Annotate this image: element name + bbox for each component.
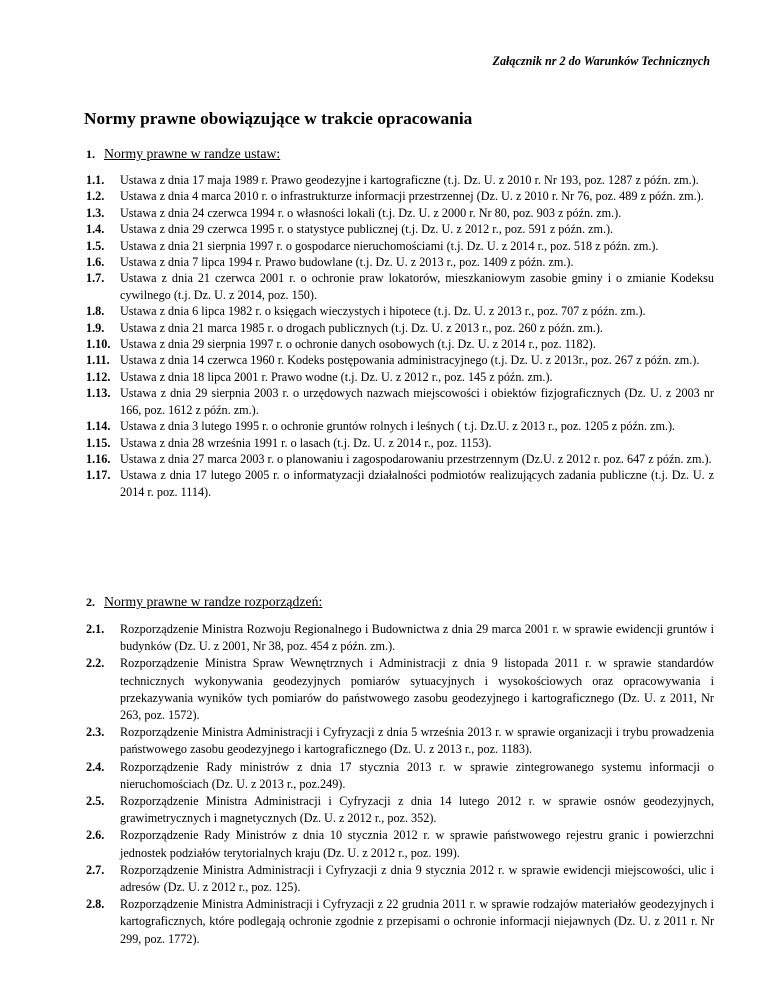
- page-title: Normy prawne obowiązujące w trakcie opracowania: [84, 109, 473, 128]
- list-item: [86, 369, 714, 385]
- item-text: Ustawa z dnia 21 marca 1985 r. o drogach publicznych (t.j. Dz. U. z 2013 r., poz. 260 z późn. zm.).: [120, 320, 603, 335]
- item-text: Ustawa z dnia 6 lipca 1982 r. o księgach wieczystych i hipotece (t.j. Dz. U. z 2013 r., poz. 707 z późn. zm.).: [120, 304, 646, 319]
- item-number: 1.9.: [86, 320, 105, 335]
- list-item: [86, 221, 714, 237]
- list-item: [86, 827, 714, 861]
- list-item: [86, 205, 714, 221]
- item-text: Rozporządzenie Ministra Administracji i Cyfryzacji z 22 grudnia 2011 r. w sprawie rodzajów materiałów geodezyjnych i kartograficznych, które podlegają ochronie zgodnie z przepisami o ochronie informacji niejawnych (Dz. U. z 2011 r. Nr 299, poz. 1772).: [120, 897, 714, 946]
- item-text: Ustawa z dnia 29 sierpnia 1997 r. o ochronie danych osobowych (t.j. Dz. U. z 2014 r., poz. 1182).: [120, 337, 596, 352]
- item-number: 1.3.: [86, 205, 105, 220]
- list-item: [86, 862, 714, 896]
- item-number: 1.14.: [86, 419, 111, 434]
- item-text: Ustawa z dnia 27 marca 2003 r. o planowaniu i zagospodarowaniu przestrzennym (Dz.U. z 2012 r. poz. 647 z późn. zm.).: [120, 451, 712, 466]
- item-number: 1.15.: [86, 435, 111, 450]
- item-text: Rozporządzenie Ministra Spraw Wewnętrznych i Administracji z dnia 9 listopada 2011 r. w sprawie standardów technicznych wykonywania geodezyjnych pomiarów sytuacyjnych i wysokościowych oraz opracowywania i przekazywania wyników tych pomiarów do państwowego zasobu geodezyjnego i kartograficznego (Dz. U. z 2011, Nr 263, poz. 1572).: [120, 656, 714, 723]
- section-label: Normy prawne w randze ustaw:: [104, 146, 281, 161]
- item-text: Rozporządzenie Ministra Rozwoju Regionalnego i Budownictwa z dnia 29 marca 2001 r. w sprawie ewidencji gruntów i budynków (Dz. U. z 2001, Nr 38, poz. 454 z późn. zm.).: [120, 622, 714, 654]
- item-number: 1.11.: [86, 353, 110, 368]
- item-text: Ustawa z dnia 28 września 1991 r. o lasach (t.j. Dz. U. z 2014 r., poz. 1153).: [120, 435, 492, 450]
- item-text: Ustawa z dnia 17 maja 1989 r. Prawo geodezyjne i kartograficzne (t.j. Dz. U. z 2010 r. Nr 193, poz. 1287 z późn. zm.).: [120, 173, 699, 187]
- list-item: [86, 270, 714, 303]
- item-text: Rozporządzenie Ministra Administracji i Cyfryzacji z dnia 14 lutego 2012 r. w sprawie osnów geodezyjnych, grawimetrycznych i magnetycznych (Dz. U. z 2012 r., poz. 352).: [120, 794, 714, 826]
- item-number: 1.5.: [86, 238, 105, 253]
- list-item: [86, 188, 714, 204]
- list-item: [86, 759, 714, 793]
- item-text: Rozporządzenie Ministra Administracji i Cyfryzacji z dnia 5 września 2013 r. w sprawie organizacji i trybu prowadzenia państwowego zasobu geodezyjnego i kartograficznego (Dz. U. z 2013 r., poz. 1183).: [120, 725, 714, 757]
- item-text: Ustawa z dnia 4 marca 2010 r. o infrastrukturze informacji przestrzennej (Dz. U. z 2010 r. Nr 76, poz. 489 z późn. zm.).: [120, 189, 704, 204]
- list-item: [86, 172, 714, 188]
- list-item: [86, 724, 714, 758]
- item-number: 1.12.: [86, 369, 111, 384]
- item-text: Ustawa z dnia 18 lipca 2001 r. Prawo wodne (t.j. Dz. U. z 2012 r., poz. 145 z późn. zm.).: [120, 369, 553, 384]
- list-item: [86, 385, 714, 418]
- list-item: [86, 435, 714, 451]
- item-number: 1.7.: [86, 271, 105, 286]
- item-text: Ustawa z dnia 14 czerwca 1960 r. Kodeks postępowania administracyjnego (t.j. Dz. U. z 2013r., poz. 267 z późn. zm.).: [120, 353, 700, 368]
- list-item: [86, 451, 714, 467]
- item-number: 2.7.: [86, 862, 105, 877]
- item-number: 1.1.: [86, 173, 105, 187]
- item-number: 2.1.: [86, 622, 105, 636]
- list-item: [86, 467, 714, 500]
- section-number: 2.: [86, 595, 95, 609]
- item-number: 2.8.: [86, 897, 105, 912]
- item-number: 2.6.: [86, 828, 105, 843]
- item-number: 1.6.: [86, 255, 105, 270]
- item-number: 1.8.: [86, 304, 105, 319]
- item-number: 2.4.: [86, 759, 105, 774]
- list-item: [86, 238, 714, 254]
- item-number: 2.3.: [86, 725, 105, 740]
- item-number: 1.13.: [86, 386, 111, 401]
- statute-list: [86, 172, 714, 500]
- item-number: 1.10.: [86, 337, 111, 352]
- item-number: 1.4.: [86, 222, 105, 237]
- list-item: [86, 621, 714, 655]
- section-1-heading: [86, 146, 280, 162]
- regulation-list: [86, 621, 714, 948]
- list-item: [86, 896, 714, 948]
- list-item: [86, 320, 714, 336]
- list-item: [86, 793, 714, 827]
- item-text: Rozporządzenie Rady ministrów z dnia 17 stycznia 2013 r. w sprawie zintegrowanego systemu informacji o nieruchomościach (Dz. U. z 2013 r., poz.249).: [120, 759, 714, 791]
- item-number: 1.17.: [86, 468, 111, 483]
- item-number: 2.2.: [86, 656, 105, 671]
- item-number: 1.2.: [86, 189, 105, 204]
- item-text: Ustawa z dnia 21 sierpnia 1997 r. o gospodarce nieruchomościami (t.j. Dz. U. z 2014 r., poz. 518 z późn. zm.).: [120, 238, 659, 253]
- item-text: Ustawa z dnia 24 czerwca 1994 r. o własności lokali (t.j. Dz. U. z 2000 r. Nr 80, poz. 903 z późn. zm.).: [120, 205, 622, 220]
- list-item: [86, 655, 714, 724]
- list-item: [86, 336, 714, 352]
- item-text: Rozporządzenie Ministra Administracji i Cyfryzacji z dnia 9 stycznia 2012 r. w sprawie ewidencji miejscowości, ulic i adresów (Dz. U. z 2012 r., poz. 125).: [120, 862, 714, 895]
- item-text: Ustawa z dnia 29 czerwca 1995 r. o statystyce publicznej (t.j. Dz. U. z 2012 r., poz. 591 z późn. zm.).: [120, 222, 614, 237]
- item-number: 2.5.: [86, 794, 105, 809]
- attachment-header: Załącznik nr 2 do Warunków Technicznych: [492, 54, 710, 68]
- item-text: Ustawa z dnia 17 lutego 2005 r. o informatyzacji działalności podmiotów realizujących zadania publiczne (t.j. Dz. U. z 2014 r. poz. 1114).: [120, 468, 714, 499]
- section-2-heading: [86, 594, 322, 610]
- list-item: [86, 254, 714, 270]
- item-text: Ustawa z dnia 7 lipca 1994 r. Prawo budowlane (t.j. Dz. U. z 2013 r., poz. 1409 z późn. zm.).: [120, 255, 574, 270]
- item-text: Ustawa z dnia 21 czerwca 2001 r. o ochronie praw lokatorów, mieszkaniowym zasobie gminy i o zmianie Kodeksu cywilnego (t.j. Dz. U. z 2014, poz. 150).: [120, 271, 714, 302]
- item-text: Ustawa z dnia 29 sierpnia 2003 r. o urzędowych nazwach miejscowości i obiektów fizjograficznych (Dz. U. z 2003 nr 166, poz. 1612 z późn. zm.).: [120, 386, 714, 417]
- item-number: 1.16.: [86, 451, 111, 466]
- list-item: [86, 352, 714, 368]
- section-number: 1.: [86, 147, 95, 161]
- item-text: Ustawa z dnia 3 lutego 1995 r. o ochronie gruntów rolnych i leśnych ( t.j. Dz.U. z 2013 r., poz. 1205 z późn. zm.).: [120, 419, 676, 434]
- list-item: [86, 418, 714, 434]
- list-item: [86, 303, 714, 319]
- item-text: Rozporządzenie Rady Ministrów z dnia 10 stycznia 2012 r. w sprawie państwowego rejestru granic i powierzchni jednostek podziałów terytorialnych kraju (Dz. U. z 2012 r., poz. 199).: [120, 828, 714, 860]
- section-label: Normy prawne w randze rozporządzeń:: [104, 594, 323, 609]
